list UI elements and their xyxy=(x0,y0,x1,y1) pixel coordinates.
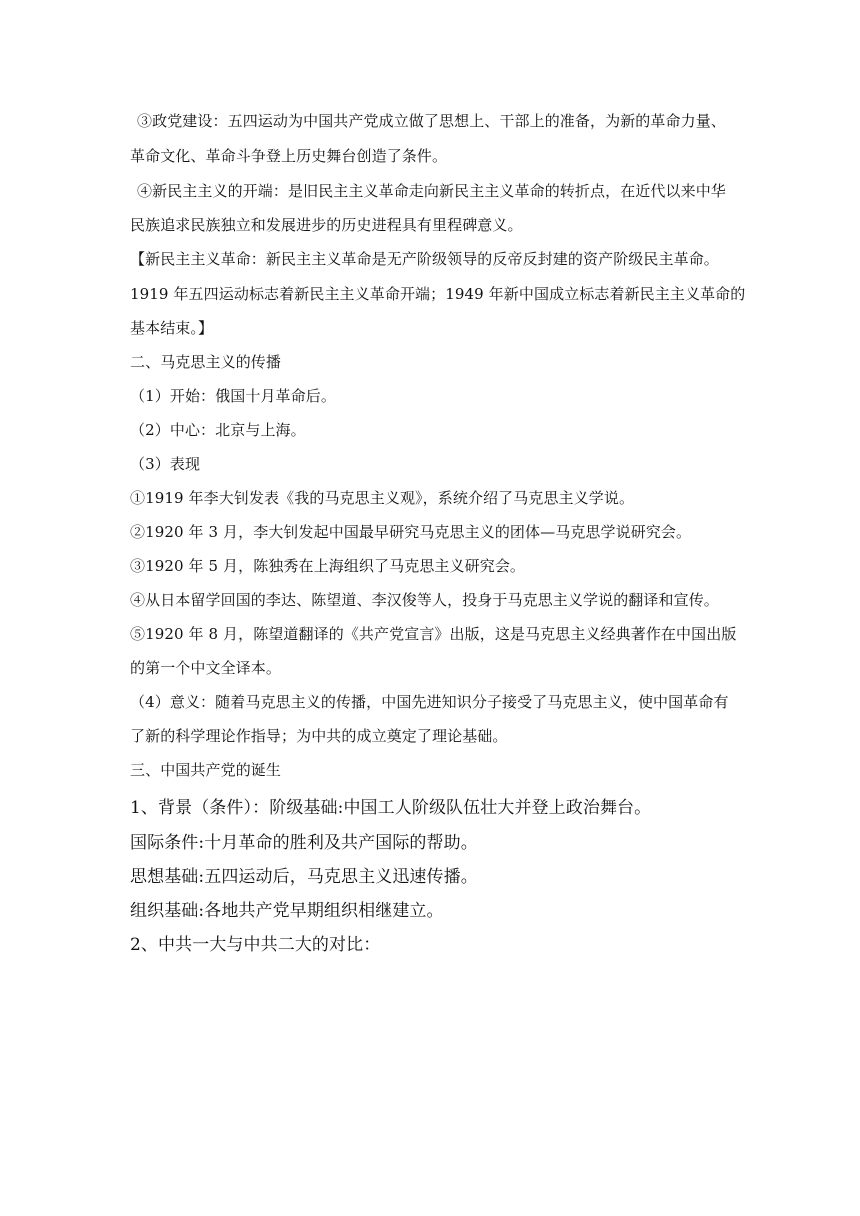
significance-line-1: （4）意义：随着马克思主义的传播，中国先进知识分子接受了马克思主义，使中国革命有 xyxy=(130,693,729,711)
manifestation-item-3: ③1920 年 5 月，陈独秀在上海组织了马克思主义研究会。 xyxy=(130,557,526,575)
section-heading-party-founding: 三、中国共产党的诞生 xyxy=(130,761,282,779)
organizational-foundation: 组织基础:各地共产党早期组织相继建立。 xyxy=(130,901,444,921)
manifestation-item-5-line-2: 的第一个中文全译本。 xyxy=(130,659,282,677)
section-heading-marxism-spread: 二、马克思主义的传播 xyxy=(130,353,282,371)
manifestation-item-5-line-1: ⑤1920 年 8 月，陈望道翻译的《共产党宣言》出版，这是马克思主义经典著作在中国出版 xyxy=(130,625,737,643)
list-item-manifestation: （3）表现 xyxy=(130,455,201,473)
paragraph-new-democracy-line-1: ④新民主主义的开端：是旧民主主义革命走向新民主主义革命的转折点，在近代以来中华 xyxy=(137,182,726,200)
paragraph-new-democracy-line-2: 民族追求民族独立和发展进步的历史进程具有里程碑意义。 xyxy=(130,216,523,234)
ideological-foundation: 思想基础:五四运动后，马克思主义迅速传播。 xyxy=(130,867,478,887)
manifestation-item-2: ②1920 年 3 月，李大钊发起中国最早研究马克思主义的团体—马克思学说研究会。 xyxy=(130,523,692,541)
list-item-start: （1）开始：俄国十月革命后。 xyxy=(130,387,336,405)
note-new-democracy-line-1: 【新民主主义革命：新民主主义革命是无产阶级领导的反帝反封建的资产阶级民主革命。 xyxy=(130,250,719,268)
note-new-democracy-line-3: 基本结束。】 xyxy=(130,319,214,337)
international-conditions: 国际条件:十月革命的胜利及共产国际的帮助。 xyxy=(130,833,478,853)
manifestation-item-4: ④从日本留学回国的李达、陈望道、李汉俊等人，投身于马克思主义学说的翻译和宣传。 xyxy=(130,591,719,609)
manifestation-item-1: ①1919 年李大钊发表《我的马克思主义观》，系统介绍了马克思主义学说。 xyxy=(130,489,635,507)
significance-line-2: 了新的科学理论作指导；为中共的成立奠定了理论基础。 xyxy=(130,727,508,745)
background-conditions: 1、背景（条件）：阶级基础:中国工人阶级队伍壮大并登上政治舞台。 xyxy=(130,798,652,818)
note-new-democracy-line-2: 1919 年五四运动标志着新民主主义革命开端；1949 年新中国成立标志着新民主主义革命的 xyxy=(130,285,746,303)
paragraph-party-building-line-1: ③政党建设：五四运动为中国共产党成立做了思想上、干部上的准备，为新的革命力量、 xyxy=(137,112,726,130)
list-item-center: （2）中心：北京与上海。 xyxy=(130,421,306,439)
comparison-heading: 2、中共一大与中共二大的对比： xyxy=(130,935,381,955)
paragraph-party-building-line-2: 革命文化、革命斗争登上历史舞台创造了条件。 xyxy=(130,147,448,165)
